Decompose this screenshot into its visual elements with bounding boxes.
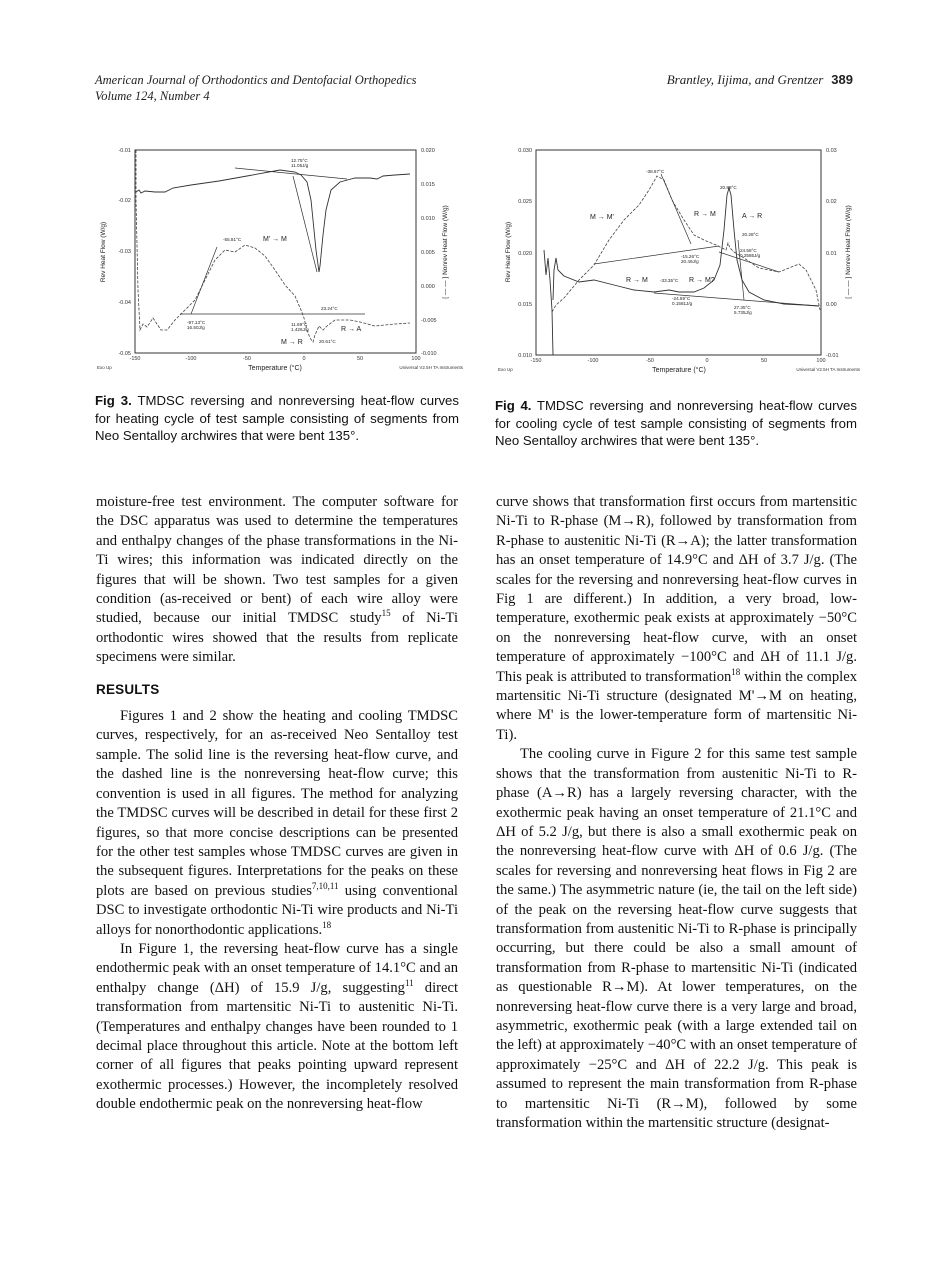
svg-text:0.025: 0.025 [518,199,532,205]
svg-text:50: 50 [356,356,364,362]
svg-text:0.01: 0.01 [826,251,837,257]
y-axis-right-ticks [826,148,839,359]
section-heading-results: RESULTS [96,681,160,697]
figure-3-chart [95,140,465,380]
svg-text:R → A: R → A [341,326,362,333]
figure-4-label: Fig 4. [495,398,532,413]
svg-text:-0.02: -0.02 [118,198,131,204]
svg-text:11.69°C: 11.69°C [291,322,308,327]
svg-text:R → M: R → M [626,277,648,284]
svg-text:12.75°C: 12.75°C [291,158,308,163]
svg-text:-55.81°C: -55.81°C [223,237,242,242]
journal-volume: Volume 124, Number 4 [95,89,210,103]
svg-text:1.426J/g: 1.426J/g [291,327,309,332]
svg-text:-24.59°C: -24.59°C [672,296,691,301]
figure-3-label: Fig 3. [95,393,132,408]
figure-4-chart [494,140,864,380]
x-axis-ticks [530,358,825,364]
svg-text:20.61°C: 20.61°C [319,339,336,344]
svg-text:24.58°C: 24.58°C [740,248,757,253]
y-axis-right-label: [ — — ] Nonrev Heat Flow (W/g) [845,205,852,299]
paragraph: The cooling curve in Figure 2 for this same test sample shows that the transformation from austenitic Ni-Ti to R-phase (A→R) has a largely reversing character, with the exothermic peak having an onset temperature of 21.1°C and ΔH of 5.2 J/g, but there is also a small exothermic peak on the nonreversing heat-flow curve with ΔH of 0.6 J/g. (The scales for reversing and nonreversing heat flows in Fig 2 are the same.) The asymmetric nature (ie, the tail on the left side) of the peak on the reversing heat-flow curve suggests that transformation from austenitic Ni-Ti to R-phase is principally occurring, but there could be also a small amount of transformation from R-phase to martensitic Ni-Ti (indicated as questionable R→M). At lower temperatures, on the nonreversing heat-flow curve there is a very large and broad, asymmetric, exothermic peak (with a large extended tail on the left) at approximately −40°C with an onset temperature of approximately −25°C and ΔH of 22.2 J/g. This peak is assumed to represent the main transformation from R-phase to martensitic Ni-Ti (R→M), followed by some transformation within the martensitic structure (designat- [496,746,857,1131]
svg-text:-38.67°C: -38.67°C [646,169,665,174]
svg-text:-15.26°C: -15.26°C [681,254,700,259]
figure-4-caption-text: TMDSC reversing and nonreversing heat-flow curves for cooling cycle of test sample consisting of segments from Neo Sentalloy archwires that were bent 135°. [495,398,857,449]
svg-text:20.49J/g: 20.49J/g [681,259,699,264]
svg-text:0.010: 0.010 [518,353,532,359]
svg-text:0.015: 0.015 [421,182,435,188]
svg-text:0: 0 [302,356,306,362]
paragraph: Figures 1 and 2 show the heating and cooling TMDSC curves, respectively, for an as-received Neo Sentalloy test sample. The solid line is the reversing heat-flow curve, and the dashed line is the nonreversing heat-flow curve; this convention is used in all figures. The method for analyzing the TMDSC curves will be described in detail for these first 2 figures, so that more concise descriptions can be presented for the other test samples whose TMDSC curves are given in the subsequent figures. Interpretations for the peaks on these plots are based on previous studies$^{7,10,11}$ using conventional DSC to investigate orthodontic Ni-Ti wire products and Ni-Ti alloys for nonorthodontic applications.$^{18}$ [96,708,458,938]
svg-text:20.28°C: 20.28°C [742,232,759,237]
svg-text:R → M?: R → M? [689,277,715,284]
svg-text:0.030: 0.030 [518,148,532,154]
svg-text:0.2585J/g: 0.2585J/g [740,253,761,258]
svg-text:-50: -50 [646,358,654,364]
journal-title: American Journal of Orthodontics and Dentofacial Orthopedics [95,73,417,87]
svg-text:-0.04: -0.04 [118,300,131,306]
svg-text:0.010: 0.010 [421,216,435,222]
svg-text:0.005: 0.005 [421,250,435,256]
y-axis-left-ticks [518,148,532,359]
running-header-right [667,72,853,88]
svg-text:0.00: 0.00 [826,302,837,308]
svg-text:-150: -150 [129,356,141,362]
page-number: 389 [831,72,853,87]
y-axis-left-label: Rev Heat Flow (W/g) [100,221,107,283]
x-axis-ticks [129,356,420,362]
svg-text:11.05J/g: 11.05J/g [291,163,309,168]
svg-text:27.35°C: 27.35°C [734,305,751,310]
svg-text:100: 100 [411,356,421,362]
reversing-curve [136,170,410,272]
svg-text:0.1581J/g: 0.1581J/g [672,301,693,306]
figure-3-caption-text: TMDSC reversing and nonreversing heat-flow curves for heating cycle of test sample consisting of segments from Neo Sentalloy archwires that were bent 135°. [95,393,459,444]
instrument-note: Universal V2.5H TA Instruments [399,365,463,370]
svg-text:50: 50 [760,358,768,364]
plot-frame [135,150,416,353]
svg-text:0.020: 0.020 [518,251,532,257]
exo-up-note: Exo Up [498,367,513,372]
y-axis-right-ticks [421,148,437,357]
figure-4-caption [495,397,857,450]
y-axis-left-ticks [118,148,131,357]
author-names: Brantley, Iijima, and Grentzer [666,72,824,87]
y-axis-left-label: Rev Heat Flow (W/g) [505,221,512,283]
svg-text:-100: -100 [587,358,599,364]
svg-text:23.24°C: 23.24°C [321,306,338,311]
exo-up-note: Exo Up [97,365,112,370]
svg-text:-0.01: -0.01 [118,148,131,154]
right-text-column [496,493,857,1133]
left-text-column [96,493,458,1115]
svg-text:0.000: 0.000 [421,284,435,290]
svg-text:-100: -100 [185,356,197,362]
svg-text:-33.35°C: -33.35°C [660,278,679,283]
svg-text:A → R: A → R [742,213,763,220]
svg-text:-0.005: -0.005 [421,318,437,324]
instrument-note: Universal V2.5H TA Instruments [796,367,860,372]
svg-text:0.020: 0.020 [421,148,435,154]
svg-text:0.03: 0.03 [826,148,837,154]
svg-text:-0.05: -0.05 [118,351,131,357]
paragraph: curve shows that transformation first occurs from martensitic Ni-Ti to R-phase (M→R), followed by transformation from R-phase to austenitic Ni-Ti (R→A); the latter transformation has an onset temperature of 14.9°C and ΔH of 3.7 J/g. (The scales for the reversing and nonreversing heat-flow curves in Fig 1 are different.) In addition, a very broad, low-temperature, exothermic peak exists at approximately −50°C on the nonreversing heat-flow curve, with an onset temperature of approximately −100°C and ΔH of 11.1 J/g. This peak is attributed to transformation$^{18}$ within the complex martensitic Ni-Ti structure (designated M'→M on heating, where M' is the lower-temperature form of martensitic Ni-Ti). [496,494,857,743]
x-axis-label: Temperature (°C) [652,367,706,374]
svg-text:20.88°C: 20.88°C [720,185,737,190]
paragraph: In Figure 1, the reversing heat-flow curve has a single endothermic peak with an onset temperature of 14.1°C and an enthalpy change (ΔH) of 15.9 J/g, suggesting$^{11}$ direct transformation from martensitic Ni-Ti to austenitic Ni-Ti. (Temperatures and enthalpy changes have been rounded to 1 decimal place throughout this article. Note at the bottom left corner of all figures that peaks pointing upward represent exothermic processes.) However, the incompletely resolved double endothermic peak on the nonreversing heat-flow [96,940,458,1113]
svg-text:-97.13°C: -97.13°C [187,320,206,325]
nonreversing-curve [136,150,410,342]
svg-text:R → M: R → M [694,211,716,218]
svg-text:M → M': M → M' [590,214,614,221]
running-header-left [95,72,417,104]
svg-text:-0.01: -0.01 [826,353,839,359]
chart-annotations [590,169,762,315]
svg-text:-150: -150 [530,358,542,364]
svg-text:-0.010: -0.010 [421,351,437,357]
svg-text:5.735J/g: 5.735J/g [734,310,752,315]
svg-text:0.015: 0.015 [518,302,532,308]
svg-text:-0.03: -0.03 [118,249,131,255]
svg-text:0.02: 0.02 [826,199,837,205]
paragraph: moisture-free test environment. The computer software for the DSC apparatus was used to determine the temperatures and enthalpy changes of the phase transformations in the Ni-Ti wires; this information was indicated directly on the figures that will be shown. Two test samples for a given condition (as-received or bent) of each wire alloy were studied, because our initial TMDSC study$^{15}$ of Ni-Ti orthodontic wires showed that the results from replicate specimens were similar. [96,494,458,666]
svg-text:M → R: M → R [281,339,303,346]
y-axis-right-label: [ — — ] Nonrev Heat Flow (W/g) [442,205,449,299]
x-axis-label: Temperature (°C) [248,365,302,372]
svg-text:0: 0 [705,358,709,364]
figure-3-caption [95,392,459,445]
plot-frame [536,150,821,355]
svg-text:16.50J/g: 16.50J/g [187,325,205,330]
svg-text:M' → M: M' → M [263,236,287,243]
svg-text:-50: -50 [243,356,251,362]
svg-text:100: 100 [816,358,826,364]
